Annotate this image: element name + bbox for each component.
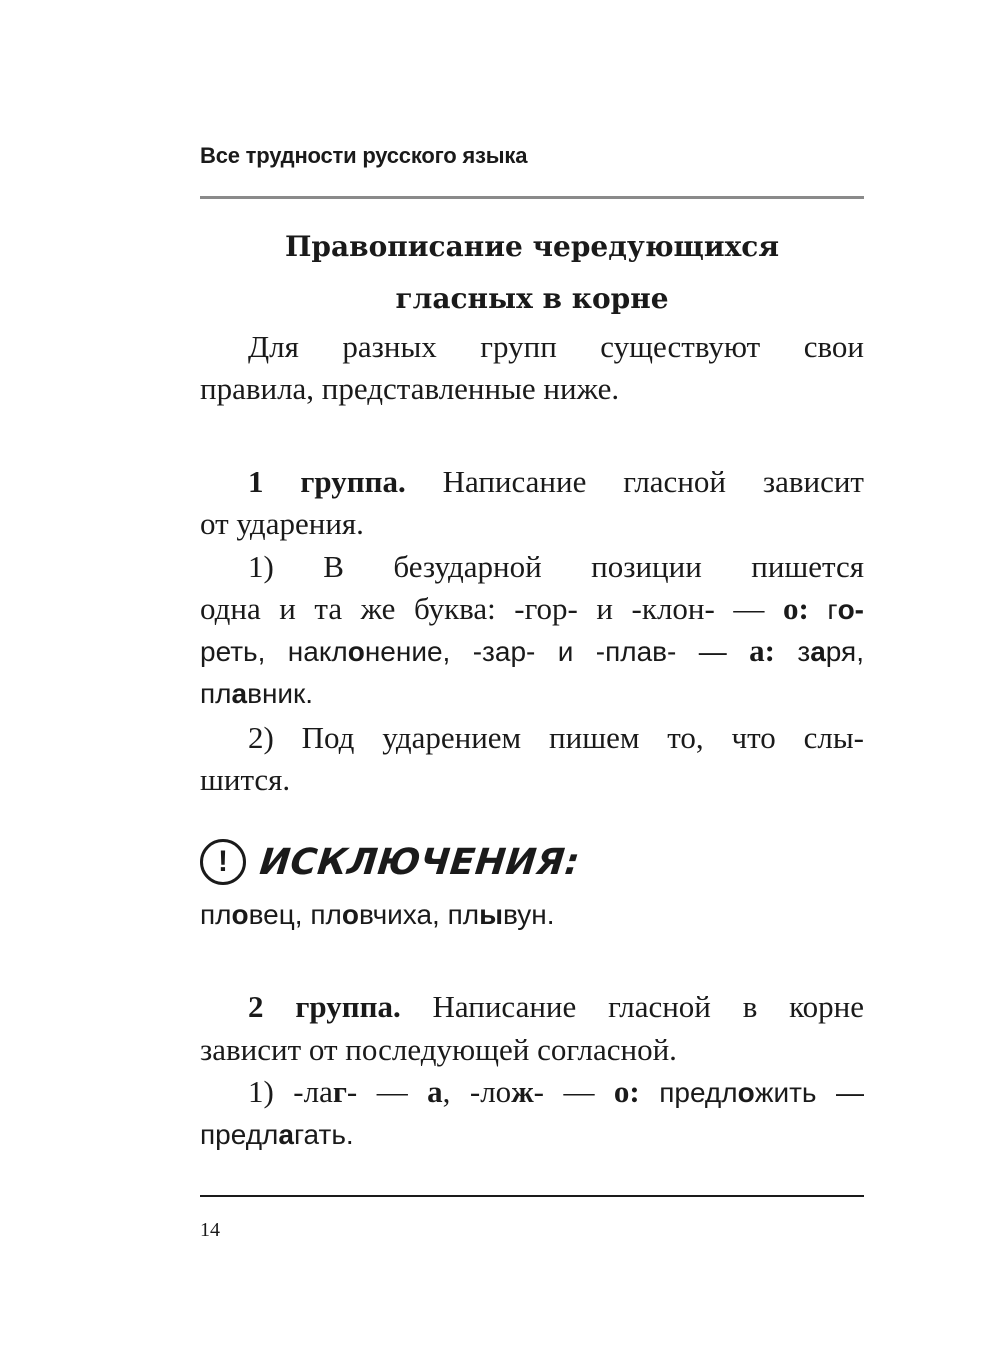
highlight-vowel: о: [231, 899, 249, 930]
group2-label: 2 группа.: [248, 989, 401, 1024]
exceptions-heading: [200, 834, 580, 890]
example-part: реть, накл: [200, 636, 348, 667]
group2-text: Написание гласной в корне: [400, 989, 864, 1024]
group1-rule1-line4: [200, 672, 864, 715]
highlight-vowel: о: [347, 636, 365, 667]
group1-rule2-line1: 2) Под ударением пишем то, что слы-: [248, 720, 864, 755]
group1-rule1-line3: [200, 630, 864, 673]
running-head: Все трудности русского языка: [200, 143, 528, 168]
group2-heading: [200, 986, 864, 1028]
vowel-a-label: а:: [749, 633, 775, 668]
exception-part: вун.: [503, 899, 555, 930]
header-rule: [200, 196, 864, 199]
highlight-vowel: ы: [479, 899, 504, 930]
example-part: вник.: [247, 678, 314, 709]
intro-line1: Для разных групп существуют свои: [248, 329, 864, 364]
group2-rule1-line1: [200, 1071, 864, 1114]
group1-rule1-line2: [200, 588, 864, 631]
example-part: ря,: [825, 636, 864, 667]
highlight-consonant: г: [332, 1074, 347, 1109]
example-part: г: [808, 594, 838, 625]
example-part: нение, -зар- и -плав- —: [364, 636, 750, 667]
vowel-o-label: о:: [613, 1074, 640, 1109]
example-part: жить —: [754, 1077, 864, 1108]
rule-text: - —: [533, 1074, 614, 1109]
highlight-vowel: о: [737, 1077, 755, 1108]
vowel-o-label: о:: [782, 591, 809, 626]
group1-rule1-text: В безударной позиции пишется: [323, 549, 864, 584]
highlight-vowel: о: [837, 594, 855, 625]
highlight-vowel: а: [278, 1119, 294, 1150]
highlight-vowel: о: [341, 899, 359, 930]
example-part: гать.: [293, 1119, 354, 1150]
exceptions-title: ИСКЛЮЧЕНИЯ:: [257, 841, 582, 883]
rule1-text: одна и та же буква: -гор- и -клон- —: [200, 591, 783, 626]
group1-rule2-line2: шится.: [200, 762, 291, 797]
group2-text-line2: зависит от последующей согласной.: [200, 1032, 677, 1067]
vowel-a-label: а: [427, 1074, 443, 1109]
section-title-line2: гласных в корне: [395, 282, 669, 315]
highlight-consonant: ж: [511, 1074, 534, 1109]
rule-text: - —: [346, 1074, 428, 1109]
exception-part: вчиха, пл: [358, 899, 480, 930]
footer-rule: [200, 1195, 864, 1197]
exception-part: вец, пл: [248, 899, 342, 930]
rule-text: , -ло: [442, 1074, 512, 1109]
group1-heading: [200, 461, 864, 503]
group1-text-line2: от ударения.: [200, 506, 364, 541]
highlight-vowel: а: [810, 636, 826, 667]
example-part: предл: [200, 1119, 279, 1150]
intro-line2: правила, представленные ниже.: [200, 371, 620, 406]
exceptions-list: [200, 896, 555, 934]
exclamation-icon: !: [200, 839, 246, 885]
section-title: [200, 221, 864, 325]
example-part: предл: [639, 1077, 738, 1108]
group1-rule1-line1: [200, 546, 864, 588]
exception-part: пл: [200, 899, 232, 930]
example-part: пл: [200, 678, 232, 709]
rule-text: 1) -ла: [248, 1074, 333, 1109]
section-title-line1: Правописание чередующихся: [284, 230, 780, 263]
page-number: 14: [200, 1219, 220, 1241]
group2-rule1-line2: [200, 1113, 864, 1156]
group1-label: 1 группа.: [248, 464, 406, 499]
group1-text: Написание гласной зависит: [405, 464, 864, 499]
hyphen: -: [854, 594, 864, 625]
example-part: з: [774, 636, 811, 667]
highlight-vowel: а: [231, 678, 248, 709]
group1-rule1-number: 1): [248, 549, 274, 584]
